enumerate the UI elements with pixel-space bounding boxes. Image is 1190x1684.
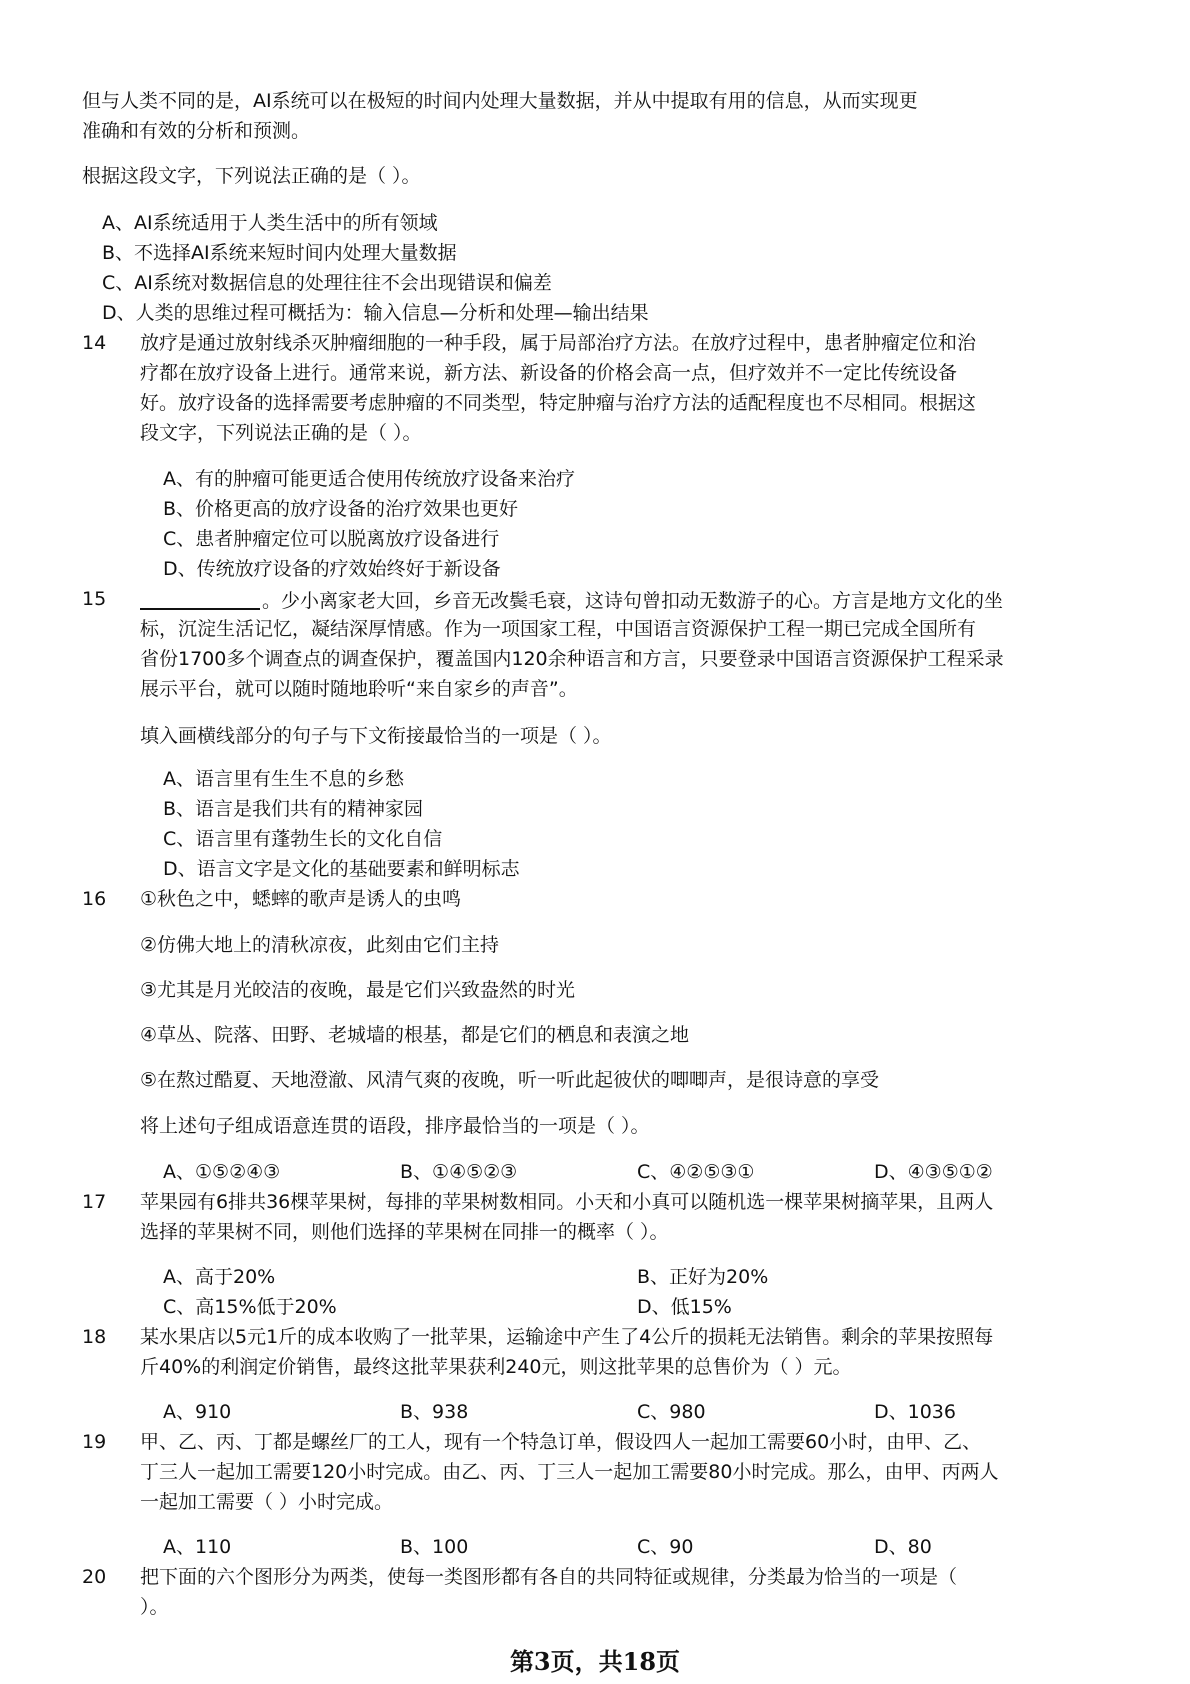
q16-sentence-3: ③尤其是月光皎洁的夜晚，最是它们兴致盎然的时光 xyxy=(140,979,576,1001)
q14-passage-line-4: 段文字，下列说法正确的是（ ）。 xyxy=(140,422,422,444)
q19-option-d: D、80 xyxy=(874,1536,932,1558)
q14-option-c: C、患者肿瘤定位可以脱离放疗设备进行 xyxy=(163,528,500,550)
q16-sentence-4: ④草丛、院落、田野、老城墙的根基，都是它们的栖息和表演之地 xyxy=(140,1024,690,1046)
q14-option-a: A、有的肿瘤可能更适合使用传统放疗设备来治疗 xyxy=(163,468,575,490)
q17-option-d: D、低15% xyxy=(637,1296,732,1318)
q16-option-d: D、④③⑤①② xyxy=(874,1161,993,1183)
q14-passage-line-2: 疗都在放疗设备上进行。通常来说，新方法、新设备的价格会高一点，但疗效并不一定比传统设备 xyxy=(140,362,958,384)
q16-question: 将上述句子组成语意连贯的语段，排序最恰当的一项是（ ）。 xyxy=(140,1115,650,1137)
q19-passage-line-1: 甲、乙、丙、丁都是螺丝厂的工人，现有一个特急订单，假设四人一起加工需要60小时，由甲、乙、 xyxy=(140,1431,982,1453)
q13-question: 根据这段文字，下列说法正确的是（ ）。 xyxy=(82,165,421,187)
q17-passage-line-1: 苹果园有6排共36棵苹果树，每排的苹果树数相同。小天和小真可以随机选一棵苹果树摘苹果，且两人 xyxy=(140,1191,994,1213)
q13-option-a: A、AI系统适用于人类生活中的所有领域 xyxy=(102,212,438,234)
q15-question: 填入画横线部分的句子与下文衔接最恰当的一项是（ ）。 xyxy=(140,725,612,747)
q18-option-a: A、910 xyxy=(163,1401,232,1423)
q17-number: 17 xyxy=(82,1191,107,1213)
q13-option-d: D、人类的思维过程可概括为：输入信息—分析和处理—输出结果 xyxy=(102,302,649,324)
q15-passage-line-1-text: 。少小离家老大回，乡音无改鬓毛衰，这诗句曾扣动无数游子的心。方言是地方文化的坐 xyxy=(262,590,1004,612)
q15-option-a: A、语言里有生生不息的乡愁 xyxy=(163,768,404,790)
q17-passage-line-2: 选择的苹果树不同，则他们选择的苹果树在同排一的概率（ ）。 xyxy=(140,1221,669,1243)
q15-option-b: B、语言是我们共有的精神家园 xyxy=(163,798,424,820)
q15-passage-line-2: 标，沉淀生活记忆，凝结深厚情感。作为一项国家工程，中国语言资源保护工程一期已完成全国所有 xyxy=(140,618,977,640)
fill-blank-line xyxy=(140,590,260,610)
q14-option-b: B、价格更高的放疗设备的治疗效果也更好 xyxy=(163,498,519,520)
q14-number: 14 xyxy=(82,332,107,354)
q19-passage-line-3: 一起加工需要（ ）小时完成。 xyxy=(140,1491,394,1513)
q19-option-c: C、90 xyxy=(637,1536,694,1558)
q15-option-d: D、语言文字是文化的基础要素和鲜明标志 xyxy=(163,858,520,880)
q20-number: 20 xyxy=(82,1566,107,1588)
q17-option-b: B、正好为20% xyxy=(637,1266,769,1288)
q18-passage-line-2: 斤40%的利润定价销售，最终这批苹果获利240元，则这批苹果的总售价为（ ）元。 xyxy=(140,1356,852,1378)
q15-passage-line-1 xyxy=(140,590,1003,611)
q18-option-d: D、1036 xyxy=(874,1401,956,1423)
q18-option-b: B、938 xyxy=(400,1401,469,1423)
q18-number: 18 xyxy=(82,1326,107,1348)
q17-option-a: A、高于20% xyxy=(163,1266,276,1288)
q14-passage-line-1: 放疗是通过放射线杀灭肿瘤细胞的一种手段，属于局部治疗方法。在放疗过程中，患者肿瘤定位和治 xyxy=(140,332,977,354)
q19-option-a: A、110 xyxy=(163,1536,232,1558)
q13-option-c: C、AI系统对数据信息的处理往往不会出现错误和偏差 xyxy=(102,272,552,294)
q18-option-c: C、980 xyxy=(637,1401,706,1423)
q13-passage-line-1: 但与人类不同的是，AI系统可以在极短的时间内处理大量数据，并从中提取有用的信息，从而实现更 xyxy=(82,90,918,112)
q13-option-b: B、不选择AI系统来短时间内处理大量数据 xyxy=(102,242,457,264)
q15-passage-line-4: 展示平台，就可以随时随地聆听“来自家乡的声音”。 xyxy=(140,678,578,700)
q16-sentence-5: ⑤在熬过酷夏、天地澄澈、风清气爽的夜晚，听一听此起彼伏的唧唧声，是很诗意的享受 xyxy=(140,1069,880,1091)
q19-option-b: B、100 xyxy=(400,1536,469,1558)
q16-option-c: C、④②⑤③① xyxy=(637,1161,755,1183)
q16-option-b: B、①④⑤②③ xyxy=(400,1161,518,1183)
q19-number: 19 xyxy=(82,1431,107,1453)
page-footer: 第3页，共18页 xyxy=(509,1647,681,1676)
q13-passage-line-2: 准确和有效的分析和预测。 xyxy=(82,120,311,142)
q14-option-d: D、传统放疗设备的疗效始终好于新设备 xyxy=(163,558,501,580)
q19-passage-line-2: 丁三人一起加工需要120小时完成。由乙、丙、丁三人一起加工需要80小时完成。那么，由甲、丙两人 xyxy=(140,1461,999,1483)
q15-number: 15 xyxy=(82,588,107,610)
q16-sentence-1: ①秋色之中，蟋蟀的歌声是诱人的虫鸣 xyxy=(140,888,462,910)
q16-option-a: A、①⑤②④③ xyxy=(163,1161,281,1183)
q18-passage-line-1: 某水果店以5元1斤的成本收购了一批苹果，运输途中产生了4公斤的损耗无法销售。剩余的苹果按照每 xyxy=(140,1326,994,1348)
q14-passage-line-3: 好。放疗设备的选择需要考虑肿瘤的不同类型，特定肿瘤与治疗方法的适配程度也不尽相同。根据这 xyxy=(140,392,977,414)
q15-passage-line-3: 省份1700多个调查点的调查保护，覆盖国内120余种语言和方言，只要登录中国语言资源保护工程采录 xyxy=(140,648,1004,670)
q16-sentence-2: ②仿佛大地上的清秋凉夜，此刻由它们主持 xyxy=(140,934,500,956)
q16-number: 16 xyxy=(82,888,107,910)
q20-passage-line-1: 把下面的六个图形分为两类，使每一类图形都有各自的共同特征或规律，分类最为恰当的一项是（ xyxy=(140,1566,958,1588)
q15-option-c: C、语言里有蓬勃生长的文化自信 xyxy=(163,828,443,850)
q17-option-c: C、高15%低于20% xyxy=(163,1296,337,1318)
q20-passage-line-2: ）。 xyxy=(140,1596,169,1618)
